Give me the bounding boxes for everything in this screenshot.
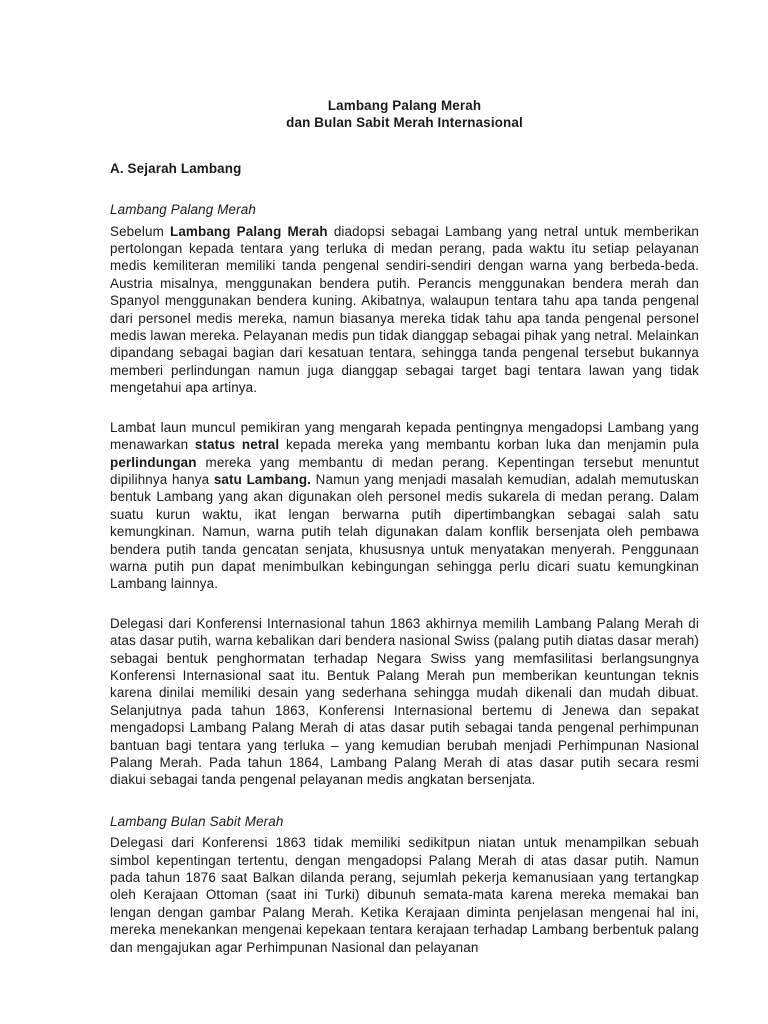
document-body xyxy=(110,97,699,956)
title-line-2: dan Bulan Sabit Merah Internasional xyxy=(286,115,523,131)
paragraph-2-text-c: mereka yang membantu di medan perang. Kepentingan tersebut menuntut dipilihnya hanya xyxy=(110,454,699,487)
paragraph-2-text-a: Lambat laun muncul pemikiran yang mengarah kepada pentingnya mengadopsi Lambang yang menawarkan xyxy=(110,419,699,453)
paragraph-4: Delegasi dari Konferensi 1863 tidak memiliki sedikitpun niatan untuk menampilkan sebuah simbol kepentingan tertentu, dengan mengadopsi Palang Merah di atas dasar putih. Namun pada tahun 1876 saat Balkan dilanda perang, sejumlah pekerja kemanusiaan yang tertangkap oleh Kerajaan Ottoman (saat ini Turki) dibunuh semata-mata karena mereka memakai ban lengan dengan gambar Palang Merah. Ketika Kerajaan diminta penjelasan mengenai hal ini, mereka menekankan mengenai kepekaan tentara kerajaan terhadap Lambang berbentuk palang dan mengajukan agar Perhimpunan Nasional dan pelayanan xyxy=(110,835,699,955)
paragraph-1-text-a: Sebelum xyxy=(110,223,170,239)
paragraph-2-bold-perlindungan: perlindungan xyxy=(110,454,197,470)
paragraph-2 xyxy=(110,419,699,593)
document-title xyxy=(110,97,699,132)
paragraph-1 xyxy=(110,223,699,397)
paragraph-2-text-d: Namun yang menjadi masalah kemudian, adalah memutuskan bentuk Lambang yang akan digunakan oleh personel medis sukarela di medan perang. Dalam suatu kurun waktu, ikat lengan berwarna putih dipertimbangkan sebagai salah satu kemungkinan. Namun, warna putih telah digunakan dalam konflik bersenjata oleh pembawa bendera putih tanda gencatan senjata, khususnya untuk menyatakan menyerah. Penggunaan warna putih pun dapat menimbulkan kebingungan sehingga perlu dicari suatu kemungkinan Lambang lainnya. xyxy=(110,471,699,592)
paragraph-1-text-b: diadopsi sebagai Lambang yang netral untuk memberikan pertolongan kepada tentara yang terluka di medan perang, pada waktu itu setiap pelayanan medis kemiliteran memiliki tanda pengenal sendiri-sendiri dengan warna yang berbeda-beda. Austria misalnya, menggunakan bendera putih. Perancis menggunakan bendera merah dan Spanyol menggunakan bendera kuning. Akibatnya, walaupun tentara tahu apa tanda pengenal dari personel medis mereka, namun biasanya mereka tidak tahu apa tanda pengenal personel medis lawan mereka. Pelayanan medis pun tidak dianggap sebagai pihak yang netral. Melainkan dipandang sebagai bagian dari kesatuan tentara, sehingga tanda pengenal tersebut bukannya memberi perlindungan namun juga dianggap sebagai target bagi tentara lawan yang tidak mengetahui apa artinya. xyxy=(110,223,700,396)
section-heading-sejarah-lambang: A. Sejarah Lambang xyxy=(110,160,242,176)
paragraph-1-bold-lambang: Lambang Palang Merah xyxy=(170,223,328,239)
title-line-1: Lambang Palang Merah xyxy=(327,98,482,113)
paragraph-3: Delegasi dari Konferensi Internasional tahun 1863 akhirnya memilih Lambang Palang Merah di atas dasar putih, warna kebalikan dari bendera nasional Swiss (palang putih diatas dasar merah) sebagai bentuk penghormatan terhadap Negara Swiss yang memfasilitasi berlangsungnya Konferensi Internasional saat itu. Bentuk Palang Merah pun memberikan keuntungan teknis karena dinilai memiliki desain yang sederhana sehingga mudah dikenali dan mudah dibuat. Selanjutnya pada tahun 1863, Konferensi Internasional bertemu di Jenewa dan sepakat mengadopsi Lambang Palang Merah di atas dasar putih sebagai tanda pengenal perhimpunan bantuan bagi tentara yang terluka – yang kemudian berubah menjadi Perhimpunan Nasional Palang Merah. Pada tahun 1864, Lambang Palang Merah di atas dasar putih secara resmi diakui sebagai tanda pengenal pelayanan medis angkatan bersenjata. xyxy=(110,615,699,788)
subheading-lambang-palang-merah: Lambang Palang Merah xyxy=(110,202,256,218)
subheading-lambang-bulan-sabit-merah: Lambang Bulan Sabit Merah xyxy=(110,813,284,829)
paragraph-2-bold-satu-lambang: satu Lambang. xyxy=(213,471,312,487)
paragraph-2-text-b: kepada mereka yang membantu korban luka dan menjamin pula xyxy=(279,437,699,453)
paragraph-2-bold-status-netral: status netral xyxy=(194,437,280,453)
